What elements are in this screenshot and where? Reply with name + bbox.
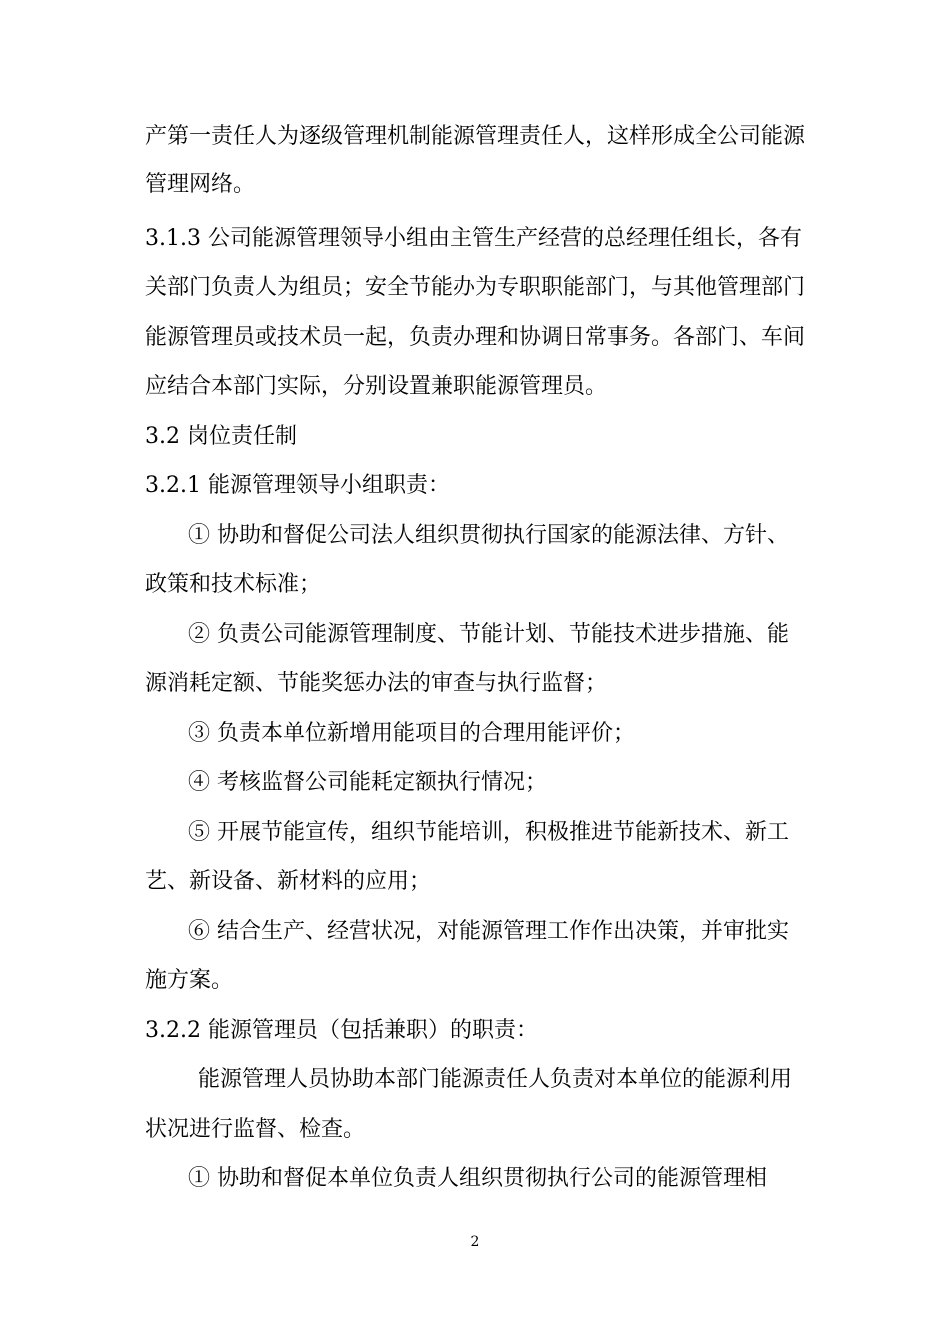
text-line: 源消耗定额、节能奖惩办法的审查与执行监督； bbox=[145, 671, 608, 696]
text-line: 能源管理员或技术员一起，负责办理和协调日常事务。各部门、车间 bbox=[145, 325, 806, 350]
section-3-2-2: 3.2.2 能源管理员（包括兼职）的职责： bbox=[145, 1018, 538, 1043]
list-item-3: ③ 负责本单位新增用能项目的合理用能评价； bbox=[188, 721, 635, 746]
text-line: 关部门负责人为组员；安全节能办为专职职能部门，与其他管理部门 bbox=[145, 275, 806, 300]
list-item-6: ⑥ 结合生产、经营状况，对能源管理工作作出决策，并审批实 bbox=[188, 919, 789, 944]
text-line: 应结合本部门实际，分别设置兼职能源管理员。 bbox=[145, 374, 608, 399]
text-line: 状况进行监督、检查。 bbox=[145, 1117, 366, 1142]
section-heading-3-2: 3.2 岗位责任制 bbox=[145, 424, 297, 449]
section-3-1-3: 3.1.3 公司能源管理领导小组由主管生产经营的总经理任组长，各有 bbox=[145, 226, 802, 251]
list-item-2: ② 负责公司能源管理制度、节能计划、节能技术进步措施、能 bbox=[188, 622, 789, 647]
text-line: 产第一责任人为逐级管理机制能源管理责任人，这样形成全公司能源 bbox=[145, 124, 806, 149]
list-item-1b: ① 协助和督促本单位负责人组织贯彻执行公司的能源管理相 bbox=[188, 1166, 767, 1191]
list-item-1: ① 协助和督促公司法人组织贯彻执行国家的能源法律、方针、 bbox=[188, 523, 789, 548]
text-line: 管理网络。 bbox=[145, 172, 256, 197]
paragraph-line: 能源管理人员协助本部门能源责任人负责对本单位的能源利用 bbox=[198, 1067, 793, 1092]
text-line: 艺、新设备、新材料的应用； bbox=[145, 869, 432, 894]
text-line: 施方案。 bbox=[145, 968, 234, 993]
page-number: 2 bbox=[470, 1234, 480, 1250]
text-line: 政策和技术标准； bbox=[145, 572, 322, 597]
section-3-2-1: 3.2.1 能源管理领导小组职责： bbox=[145, 473, 450, 498]
list-item-4: ④ 考核监督公司能耗定额执行情况； bbox=[188, 770, 547, 795]
list-item-5: ⑤ 开展节能宣传，组织节能培训，积极推进节能新技术、新工 bbox=[188, 820, 789, 845]
